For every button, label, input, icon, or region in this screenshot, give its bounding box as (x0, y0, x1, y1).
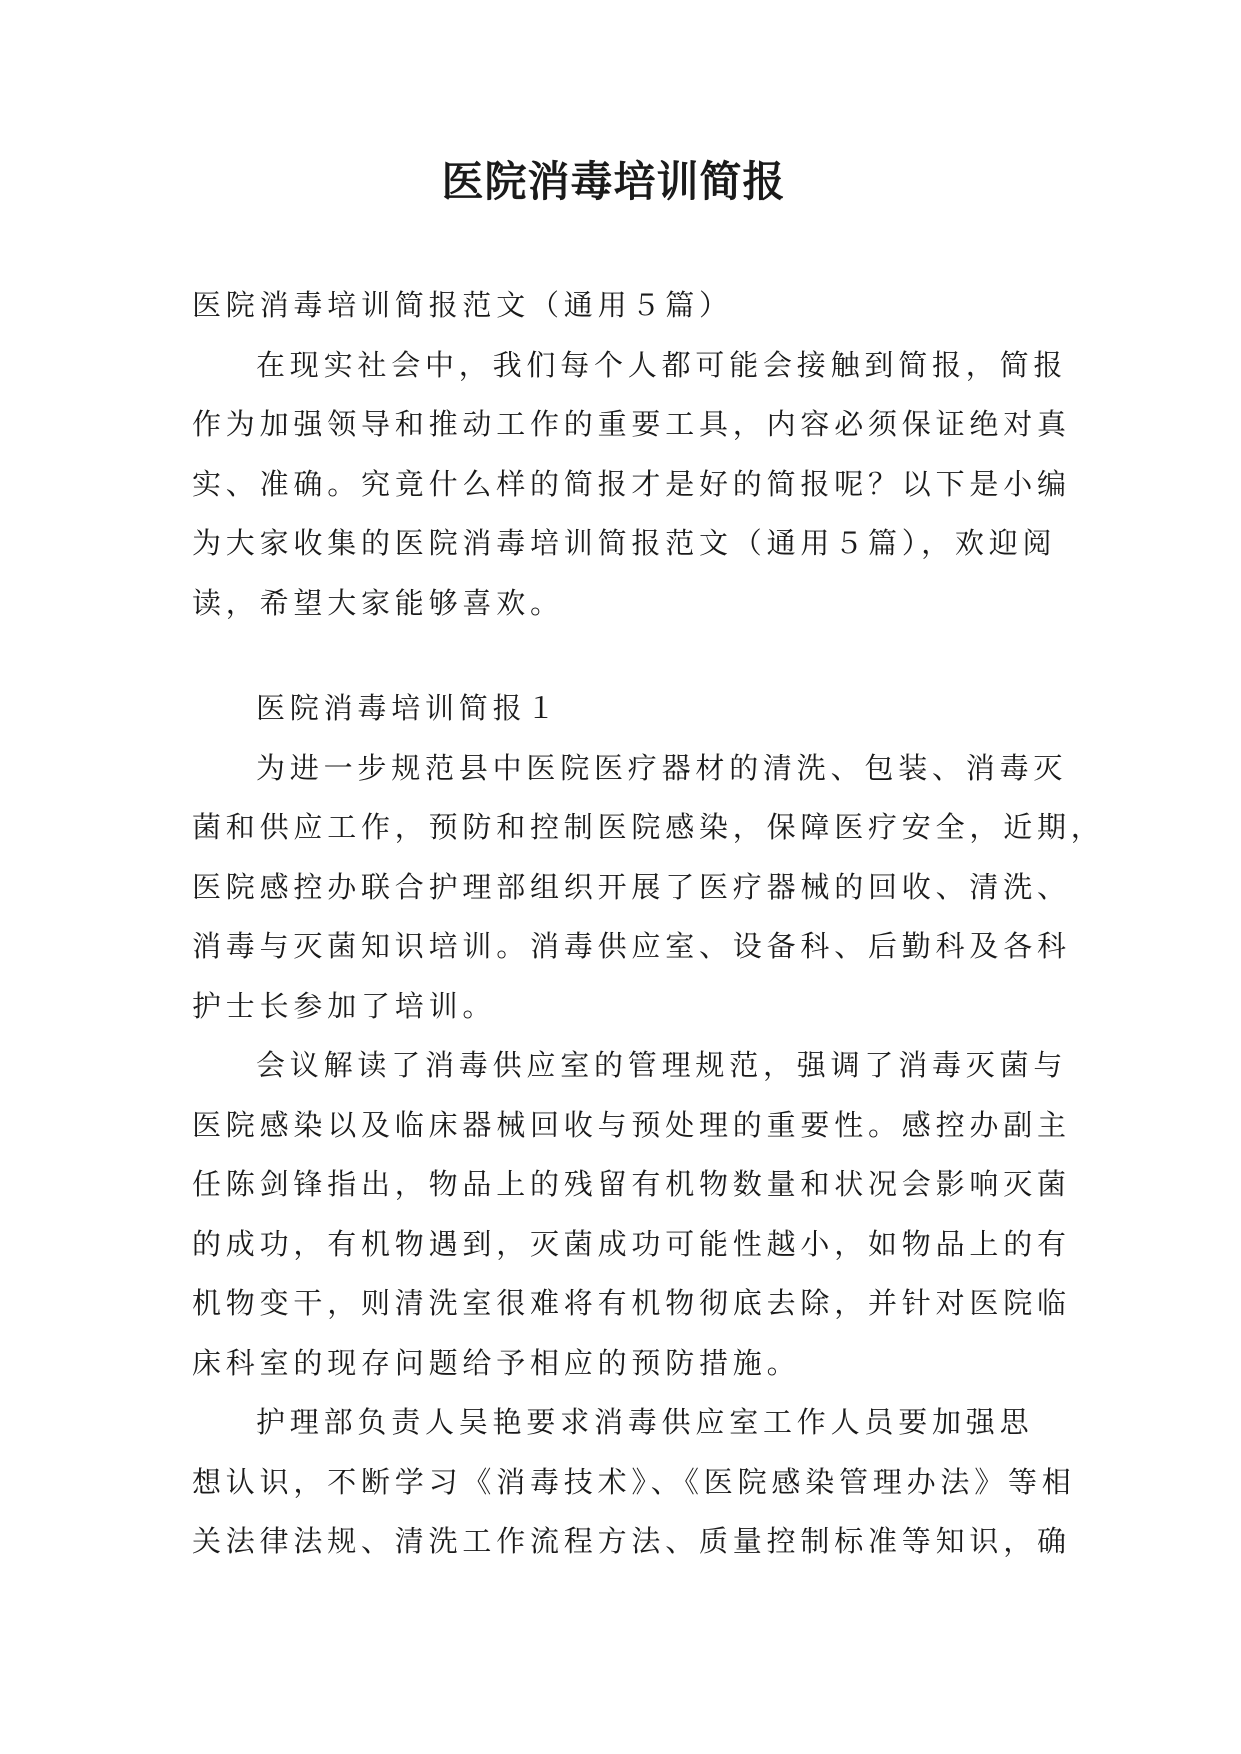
paragraph-line: 的成功，有机物遇到，灭菌成功可能性越小，如物品上的有 (192, 1226, 1071, 1261)
paragraph-line: 为进一步规范县中医院医疗器材的清洗、包装、消毒灭 (256, 750, 1068, 785)
document-body (192, 276, 1105, 1572)
paragraph-3 (192, 1393, 1076, 1572)
document-title: 医院消毒培训简报 (441, 157, 786, 206)
paragraph-line: 会议解读了消毒供应室的管理规范，强调了消毒灭菌与 (256, 1048, 1068, 1082)
section-heading: 医院消毒培训简报１ (256, 691, 561, 725)
paragraph-line: 作为加强领导和推动工作的重要工具，内容必须保证绝对真 (192, 407, 1071, 441)
intro-paragraph (192, 336, 1071, 634)
paragraph-line: 读，希望大家能够喜欢。 (192, 585, 564, 620)
intro-heading: 医院消毒培训简报范文（通用５篇） (192, 288, 733, 322)
paragraph-line: 在现实社会中，我们每个人都可能会接触到简报，简报 (256, 347, 1068, 382)
paragraph-2 (192, 1036, 1071, 1393)
section-spacer (192, 633, 1052, 679)
paragraph-line: 实、准确。究竟什么样的简报才是好的简报呢？以下是小编 (192, 466, 1071, 501)
paragraph-line: 床科室的现存问题给予相应的预防措施。 (192, 1345, 801, 1380)
paragraph-line: 医院感控办联合护理部组织开展了医疗器械的回收、清洗、 (192, 869, 1071, 904)
paragraph-line: 护理部负责人吴艳要求消毒供应室工作人员要加强思 (256, 1405, 1034, 1439)
paragraph-line: 任陈剑锋指出，物品上的残留有机物数量和状况会影响灭菌 (192, 1167, 1071, 1201)
paragraph-line: 医院感染以及临床器械回收与预处理的重要性。感控办副主 (192, 1107, 1071, 1142)
paragraph-line: 菌和供应工作，预防和控制医院感染，保障医疗安全，近期， (192, 810, 1105, 844)
paragraph-line: 关法律法规、清洗工作流程方法、质量控制标准等知识，确 (192, 1524, 1071, 1558)
paragraph-1 (192, 739, 1105, 1037)
paragraph-line: 机物变干，则清洗室很难将有机物彻底去除，并针对医院临 (192, 1286, 1071, 1320)
paragraph-line: 为大家收集的医院消毒培训简报范文（通用５篇），欢迎阅 (192, 526, 1057, 560)
paragraph-line: 护士长参加了培训。 (192, 988, 497, 1023)
paragraph-line: 消毒与灭菌知识培训。消毒供应室、设备科、后勤科及各科 (192, 929, 1071, 963)
paragraph-line: 想认识，不断学习《消毒技术》、《医院感染管理办法》等相 (192, 1464, 1076, 1499)
